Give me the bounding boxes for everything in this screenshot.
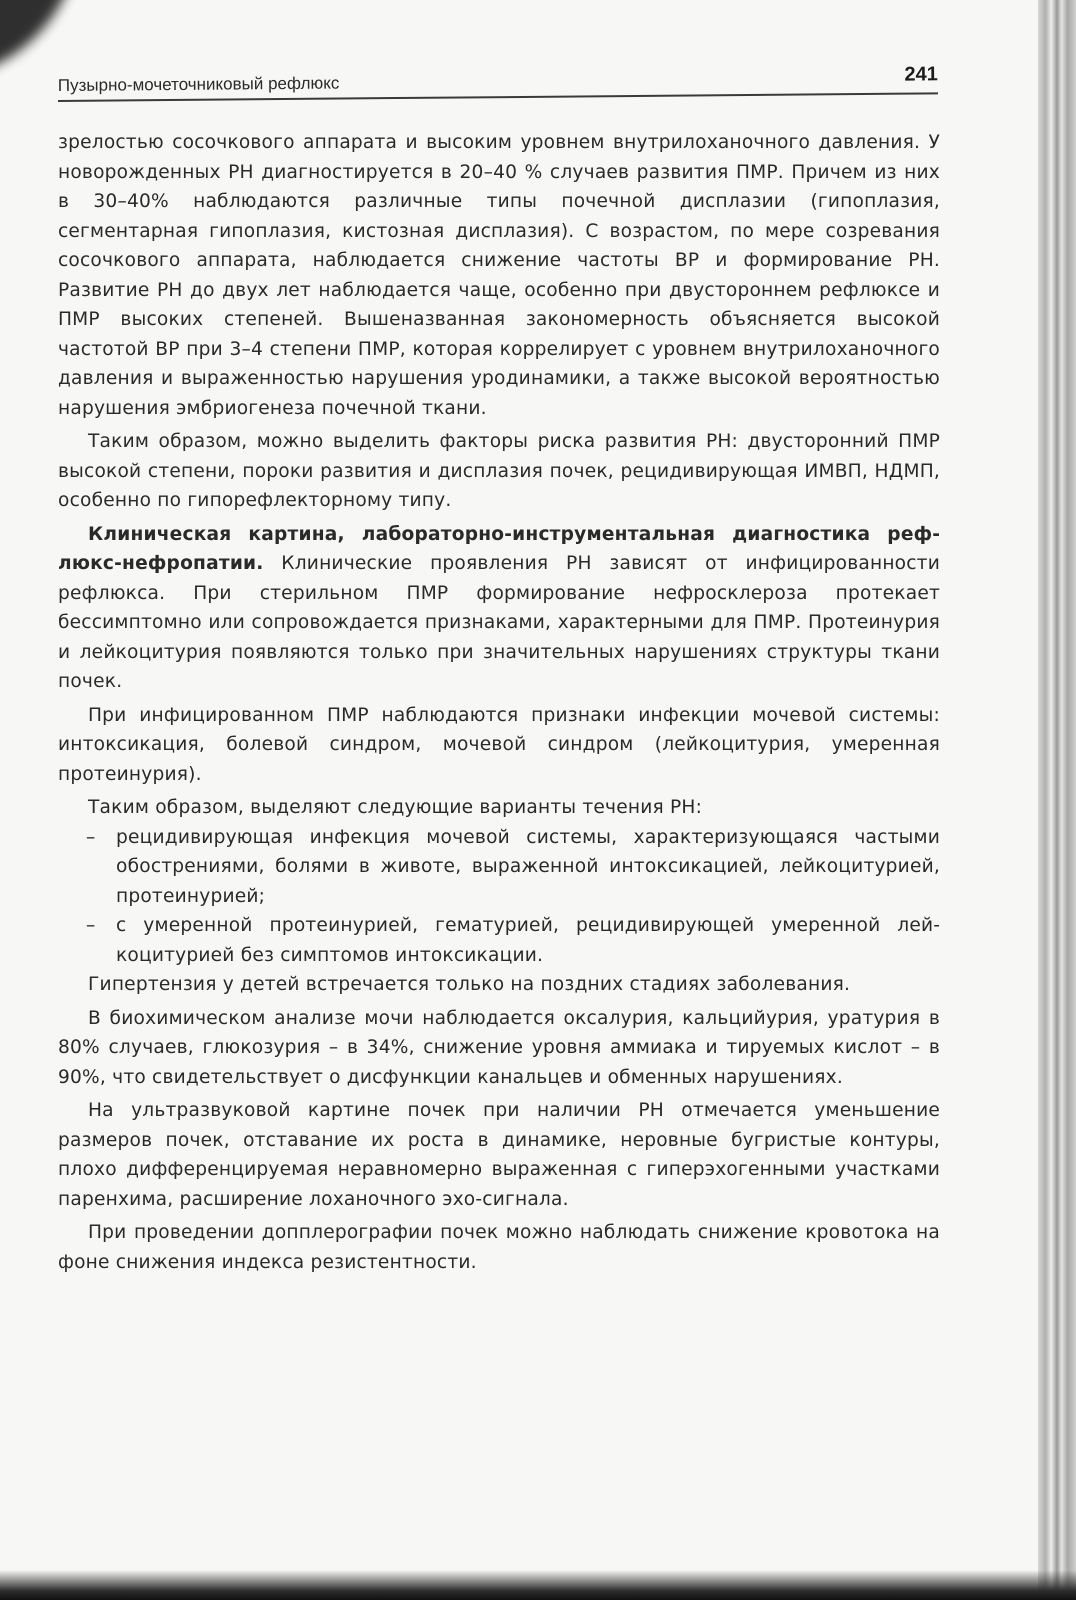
list-item-text: с умеренной протеинурией, гематурией, рецидивирующей умеренной лейкоцитурией без симптомов интоксикации. bbox=[116, 915, 940, 966]
paragraph-variants-intro: Таким образом, выделяют следующие варианты течения РН: bbox=[88, 797, 703, 818]
paragraph-ultrasound: На ультразвуковой картине почек при наличии РН отмечается уменьшение размеров почек, отставание их роста в динамике, неровные бугристые контуры, плохо дифференцируемая неравномерно выраженная с гиперэхогенными участками паренхима, расширение лоханочного эхо-сигнала. bbox=[58, 1100, 940, 1210]
bottom-shadow bbox=[0, 1570, 1076, 1600]
page-edge-binding bbox=[1038, 0, 1076, 1600]
paragraph-doppler: При проведении допплерографии почек можно наблюдать снижение кровотока на фоне снижения индекса резистентности. bbox=[58, 1222, 940, 1273]
list-item bbox=[58, 823, 940, 912]
list-dash: – bbox=[86, 826, 96, 848]
list-dash: – bbox=[86, 915, 96, 936]
paragraph-continuation: зрелостью сосочкового аппарата и высоким уровнем внутрилоханочного давления. У новорожденных РН диагностируется в 20–40 % случаев развития ПМР. Причем из них в 30–40% наблюдаются различные типы почечной дисплазии (гипоплазия, сегментарная гипоплазия, кистозная дисплазия). С возрастом, по мере созревания сосочкового аппарата, наблюдается снижение частоты ВР и формирование РН. Развитие РН до двух лет наблюдается чаще, особенно при двустороннем рефлюксе и ПМР высоких степеней. Вышеназванная закономерность объясняется высокой частотой ВР при 3–4 степени ПМР, которая коррелирует с уровнем внутрилоханочного давления и выраженностью нарушения уродинамики, а также высокой вероятностью нарушения эмбриогенеза почечной ткани. bbox=[58, 132, 940, 419]
paragraph-biochemistry: В биохимическом анализе мочи наблюдается оксалурия, кальцийурия, уратурия в 80% случаев, глюкозурия – в 34%, снижение уровня аммиака и тируемых кислот – в 90%, что свидетельствует о дисфункции канальцев и обменных нарушениях. bbox=[58, 1007, 940, 1088]
list-item bbox=[58, 911, 940, 970]
body-text bbox=[58, 128, 940, 1277]
list-item-text: рецидивирующая инфекция мочевой системы, характеризующаяся частыми обострениями, болями в животе, выраженной интоксикацией, лейкоцитурией, протеинурией; bbox=[116, 826, 940, 907]
section-heading: Клиническая картина, лабораторно-инструментальная диагностика рефлюкс-нефропатии. bbox=[58, 523, 940, 574]
running-title: Пузырно-мочеточниковый рефлюкс bbox=[57, 73, 340, 96]
page-number: 241 bbox=[904, 63, 938, 86]
paragraph-clinical-picture bbox=[58, 520, 940, 697]
paragraph-risk-factors: Таким образом, можно выделить факторы риска развития РН: двусторонний ПМР высокой степени, пороки развития и дисплазия почек, рецидивирующая ИМВП, НДМП, особенно по гипорефлекторному типу. bbox=[58, 431, 940, 511]
running-header bbox=[58, 52, 938, 102]
paragraph-hypertension: Гипертензия у детей встречается только на поздних стадиях заболевания. bbox=[88, 974, 851, 995]
paragraph-infected-pmr: При инфицированном ПМР наблюдаются признаки инфекции мочевой системы: интоксикация, болевой синдром, мочевой синдром (лейкоцитурия, умеренная протеинурия). bbox=[58, 704, 940, 785]
section-text: Клинические проявления РН зависят от инфицированности рефлюкса. При стерильном ПМР формирование нефросклероза протекает бессимптомно или сопровождается признаками, характерными для ПМР. Протеинурия и лейкоцитурия появляются только при значительных нарушениях структуры ткани почек. bbox=[58, 553, 940, 692]
